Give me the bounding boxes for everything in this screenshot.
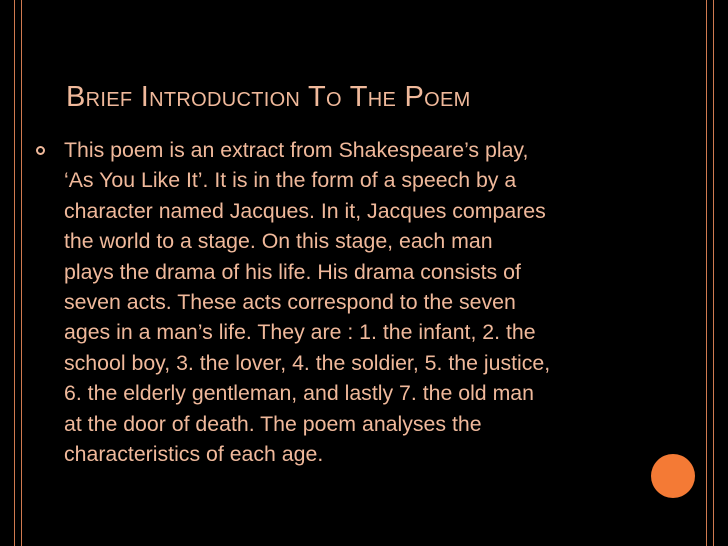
orange-circle-decoration (651, 454, 695, 498)
slide-title: Brief Introduction To The Poem (66, 81, 471, 113)
slide-body-text: This poem is an extract from Shakespeare’s play, ‘As You Like It’. It is in the form of a speech by a character named Jacques. In it, Jacques compares the world to a stage. On this stage, each man plays the drama of his life. His drama consists of seven acts. These acts correspond to the seven ages in a man’s life. They are : 1. the infant, 2. the school boy, 3. the lover, 4. the soldier, 5. the justice, 6. the elderly gentleman, and lastly 7. the old man at the door of death. The poem analyses the characteristics of each age. (64, 138, 551, 467)
bullet-ring-icon (36, 146, 45, 155)
